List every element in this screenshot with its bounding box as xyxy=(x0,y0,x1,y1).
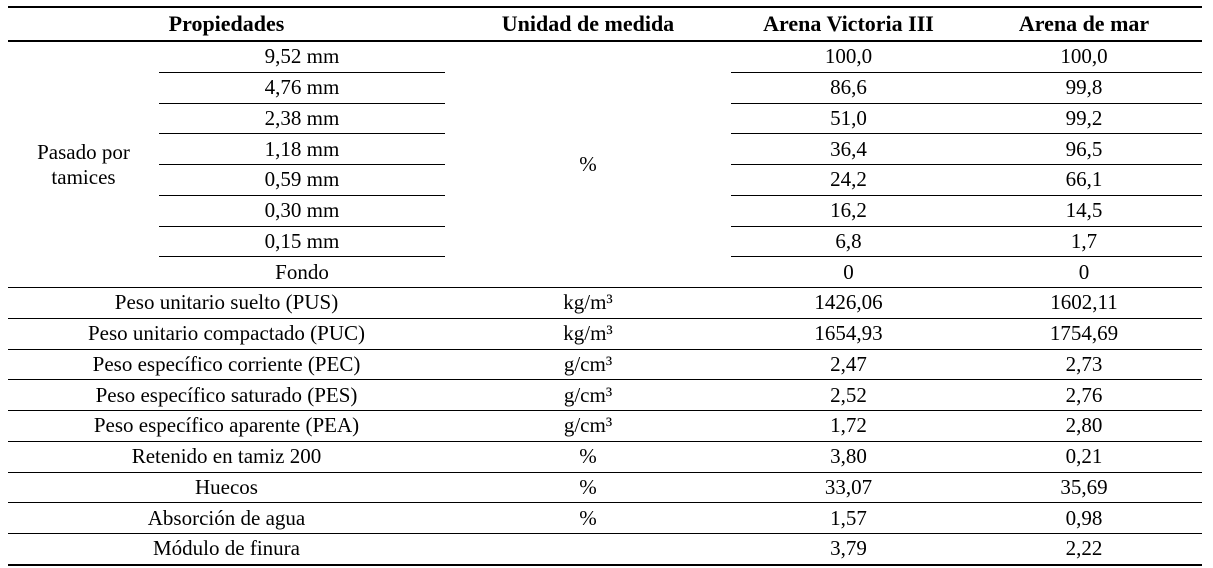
property-unit: g/cm³ xyxy=(445,411,731,442)
sieve-value-mar: 99,8 xyxy=(966,72,1202,103)
property-unit: % xyxy=(445,441,731,472)
property-row xyxy=(8,288,1202,319)
sieve-size: 1,18 mm xyxy=(159,134,445,165)
sieve-value-mar: 0 xyxy=(966,257,1202,288)
property-value-mar: 1602,11 xyxy=(966,288,1202,319)
header-properties: Propiedades xyxy=(8,7,445,41)
sieve-group-label xyxy=(8,41,159,288)
property-name: Peso específico saturado (PES) xyxy=(8,380,445,411)
property-value-victoria: 1,72 xyxy=(731,411,966,442)
property-unit xyxy=(445,534,731,565)
property-unit: g/cm³ xyxy=(445,380,731,411)
property-value-mar: 1754,69 xyxy=(966,318,1202,349)
header-row xyxy=(8,7,1202,41)
property-value-mar: 2,22 xyxy=(966,534,1202,565)
property-name: Peso específico corriente (PEC) xyxy=(8,349,445,380)
property-row xyxy=(8,472,1202,503)
property-value-victoria: 33,07 xyxy=(731,472,966,503)
property-unit: % xyxy=(445,503,731,534)
header-sample-victoria: Arena Victoria III xyxy=(731,7,966,41)
sieve-unit: % xyxy=(579,152,597,176)
property-value-victoria: 1,57 xyxy=(731,503,966,534)
property-name: Peso unitario suelto (PUS) xyxy=(8,288,445,319)
property-unit: kg/m³ xyxy=(445,288,731,319)
property-value-mar: 2,73 xyxy=(966,349,1202,380)
sieve-value-mar: 100,0 xyxy=(1060,44,1108,69)
sieve-value-mar: 99,2 xyxy=(966,103,1202,134)
property-name: Módulo de finura xyxy=(8,534,445,565)
sieve-size: 2,38 mm xyxy=(159,103,445,134)
property-name: Huecos xyxy=(8,472,445,503)
header-sample-mar: Arena de mar xyxy=(966,7,1202,41)
sieve-size: Fondo xyxy=(159,257,445,288)
property-value-victoria: 1426,06 xyxy=(731,288,966,319)
property-value-mar: 35,69 xyxy=(966,472,1202,503)
sieve-value-mar: 14,5 xyxy=(966,195,1202,226)
sieve-size: 0,30 mm xyxy=(159,195,445,226)
sieve-value-mar: 96,5 xyxy=(966,134,1202,165)
sieve-size: 9,52 mm xyxy=(264,44,340,69)
property-value-victoria: 2,47 xyxy=(731,349,966,380)
sieve-value-victoria: 51,0 xyxy=(731,103,966,134)
property-unit: g/cm³ xyxy=(445,349,731,380)
sieve-value-victoria: 36,4 xyxy=(731,134,966,165)
sieve-value-victoria: 16,2 xyxy=(731,195,966,226)
property-value-victoria: 2,52 xyxy=(731,380,966,411)
sieve-value-mar: 1,7 xyxy=(966,226,1202,257)
property-value-victoria: 3,80 xyxy=(731,441,966,472)
property-name: Absorción de agua xyxy=(8,503,445,534)
property-row xyxy=(8,318,1202,349)
sieve-row xyxy=(8,41,1202,72)
property-value-mar: 0,21 xyxy=(966,441,1202,472)
property-row xyxy=(8,411,1202,442)
property-value-victoria: 1654,93 xyxy=(731,318,966,349)
sieve-size: 4,76 mm xyxy=(159,72,445,103)
sieve-value-victoria: 100,0 xyxy=(824,44,873,69)
sieve-group-label-line2: tamices xyxy=(51,164,116,189)
property-value-mar: 2,80 xyxy=(966,411,1202,442)
property-row xyxy=(8,349,1202,380)
property-row xyxy=(8,503,1202,534)
property-unit: kg/m³ xyxy=(445,318,731,349)
sieve-size: 0,15 mm xyxy=(159,226,445,257)
property-row xyxy=(8,380,1202,411)
sieve-value-victoria: 24,2 xyxy=(731,165,966,196)
sieve-value-victoria: 0 xyxy=(731,257,966,288)
property-value-victoria: 3,79 xyxy=(731,534,966,565)
property-row xyxy=(8,441,1202,472)
property-name: Peso unitario compactado (PUC) xyxy=(8,318,445,349)
property-value-mar: 2,76 xyxy=(966,380,1202,411)
sieve-value-victoria: 86,6 xyxy=(731,72,966,103)
sieve-size: 0,59 mm xyxy=(159,165,445,196)
sand-properties-table xyxy=(8,6,1202,566)
property-value-mar: 0,98 xyxy=(966,503,1202,534)
property-row xyxy=(8,534,1202,565)
sieve-value-mar: 66,1 xyxy=(966,165,1202,196)
property-unit: % xyxy=(445,472,731,503)
header-unit: Unidad de medida xyxy=(445,7,731,41)
sieve-group-label-line1: Pasado por xyxy=(37,140,130,165)
property-name: Peso específico aparente (PEA) xyxy=(8,411,445,442)
property-name: Retenido en tamiz 200 xyxy=(8,441,445,472)
sieve-value-victoria: 6,8 xyxy=(731,226,966,257)
